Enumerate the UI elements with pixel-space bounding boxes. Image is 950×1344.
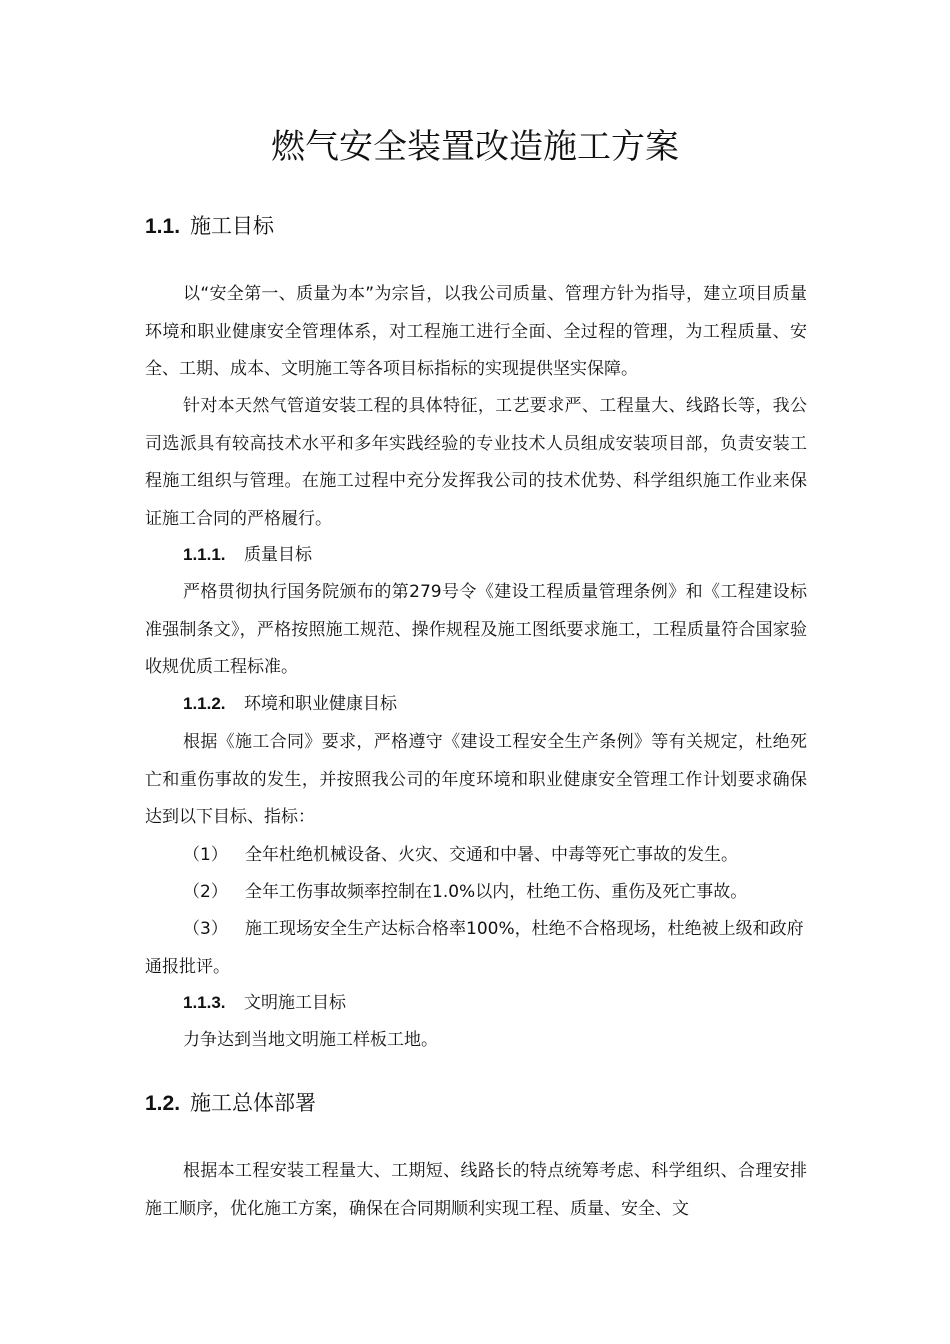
list-item: [145, 874, 807, 912]
subsection-heading-1-1-1: [183, 540, 312, 570]
paragraph-civilized: 力争达到当地文明施工样板工地。: [183, 1030, 438, 1050]
paragraph-purpose: 以“安全第一、质量为本”为宗旨，以我公司质量、管理方针为指导，建立项目质量环境和职业健康安全管理体系，对工程施工进行全面、全过程的管理，为工程质量、安全、工期、成本、文明施工等各项目标指标的实现提供坚实保障。: [145, 284, 807, 379]
paragraph-deployment: 根据本工程安装工程量大、工期短、线路长的特点统筹考虑、科学组织、合理安排施工顺序，优化施工方案，确保在合同期顺利实现工程、质量、安全、文: [145, 1161, 807, 1219]
section-title: 施工总体部署: [190, 1091, 317, 1115]
list-item-marker: （2）: [183, 882, 228, 902]
section-heading-1-2: [145, 1088, 316, 1119]
list-item-text: 施工现场安全生产达标合格率100%，杜绝不合格现场，杜绝被上级和政府通报批评。: [145, 919, 804, 977]
list-item-text: 全年工伤事故频率控制在1.0%以内，杜绝工伤、重伤及死亡事故。: [245, 882, 748, 902]
section-number: 1.2.: [145, 1092, 181, 1115]
list-item-text: 全年杜绝机械设备、火灾、交通和中暑、中毒等死亡事故的发生。: [245, 845, 738, 865]
list-item: [145, 837, 807, 875]
paragraph-team: 针对本天然气管道安装工程的具体特征，工艺要求严、工程量大、线路长等，我公司选派具有较高技术水平和多年实践经验的专业技术人员组成安装项目部，负责安装工程施工组织与管理。在施工过程中充分发挥我公司的技术优势、科学组织施工作业来保证施工合同的严格履行。: [145, 396, 807, 529]
subsection-number: 1.1.2.: [183, 694, 226, 713]
list-item: [145, 911, 807, 986]
section-heading-1-1: [145, 211, 274, 242]
list-item-marker: （1）: [183, 845, 228, 865]
subsection-heading-1-1-3: [183, 988, 346, 1018]
section-title: 施工目标: [190, 214, 275, 238]
section-number: 1.1.: [145, 215, 181, 238]
paragraph-environment: 根据《施工合同》要求，严格遵守《建设工程安全生产条例》等有关规定，杜绝死亡和重伤事故的发生，并按照我公司的年度环境和职业健康安全管理工作计划要求确保达到以下目标、指标：: [145, 732, 807, 827]
paragraph-quality: 严格贯彻执行国务院颁布的第279号令《建设工程质量管理条例》和《工程建设标准强制条文》，严格按照施工规范、操作规程及施工图纸要求施工，工程质量符合国家验收规优质工程标准。: [145, 582, 807, 677]
subsection-heading-1-1-2: [183, 689, 397, 719]
subsection-number: 1.1.1.: [183, 545, 226, 564]
subsection-title: 质量目标: [244, 545, 312, 565]
document-title: 燃气安全装置改造施工方案: [271, 127, 679, 167]
subsection-title: 环境和职业健康目标: [244, 694, 397, 714]
list-item-marker: （3）: [183, 919, 228, 939]
subsection-number: 1.1.3.: [183, 993, 226, 1012]
subsection-title: 文明施工目标: [244, 993, 346, 1013]
